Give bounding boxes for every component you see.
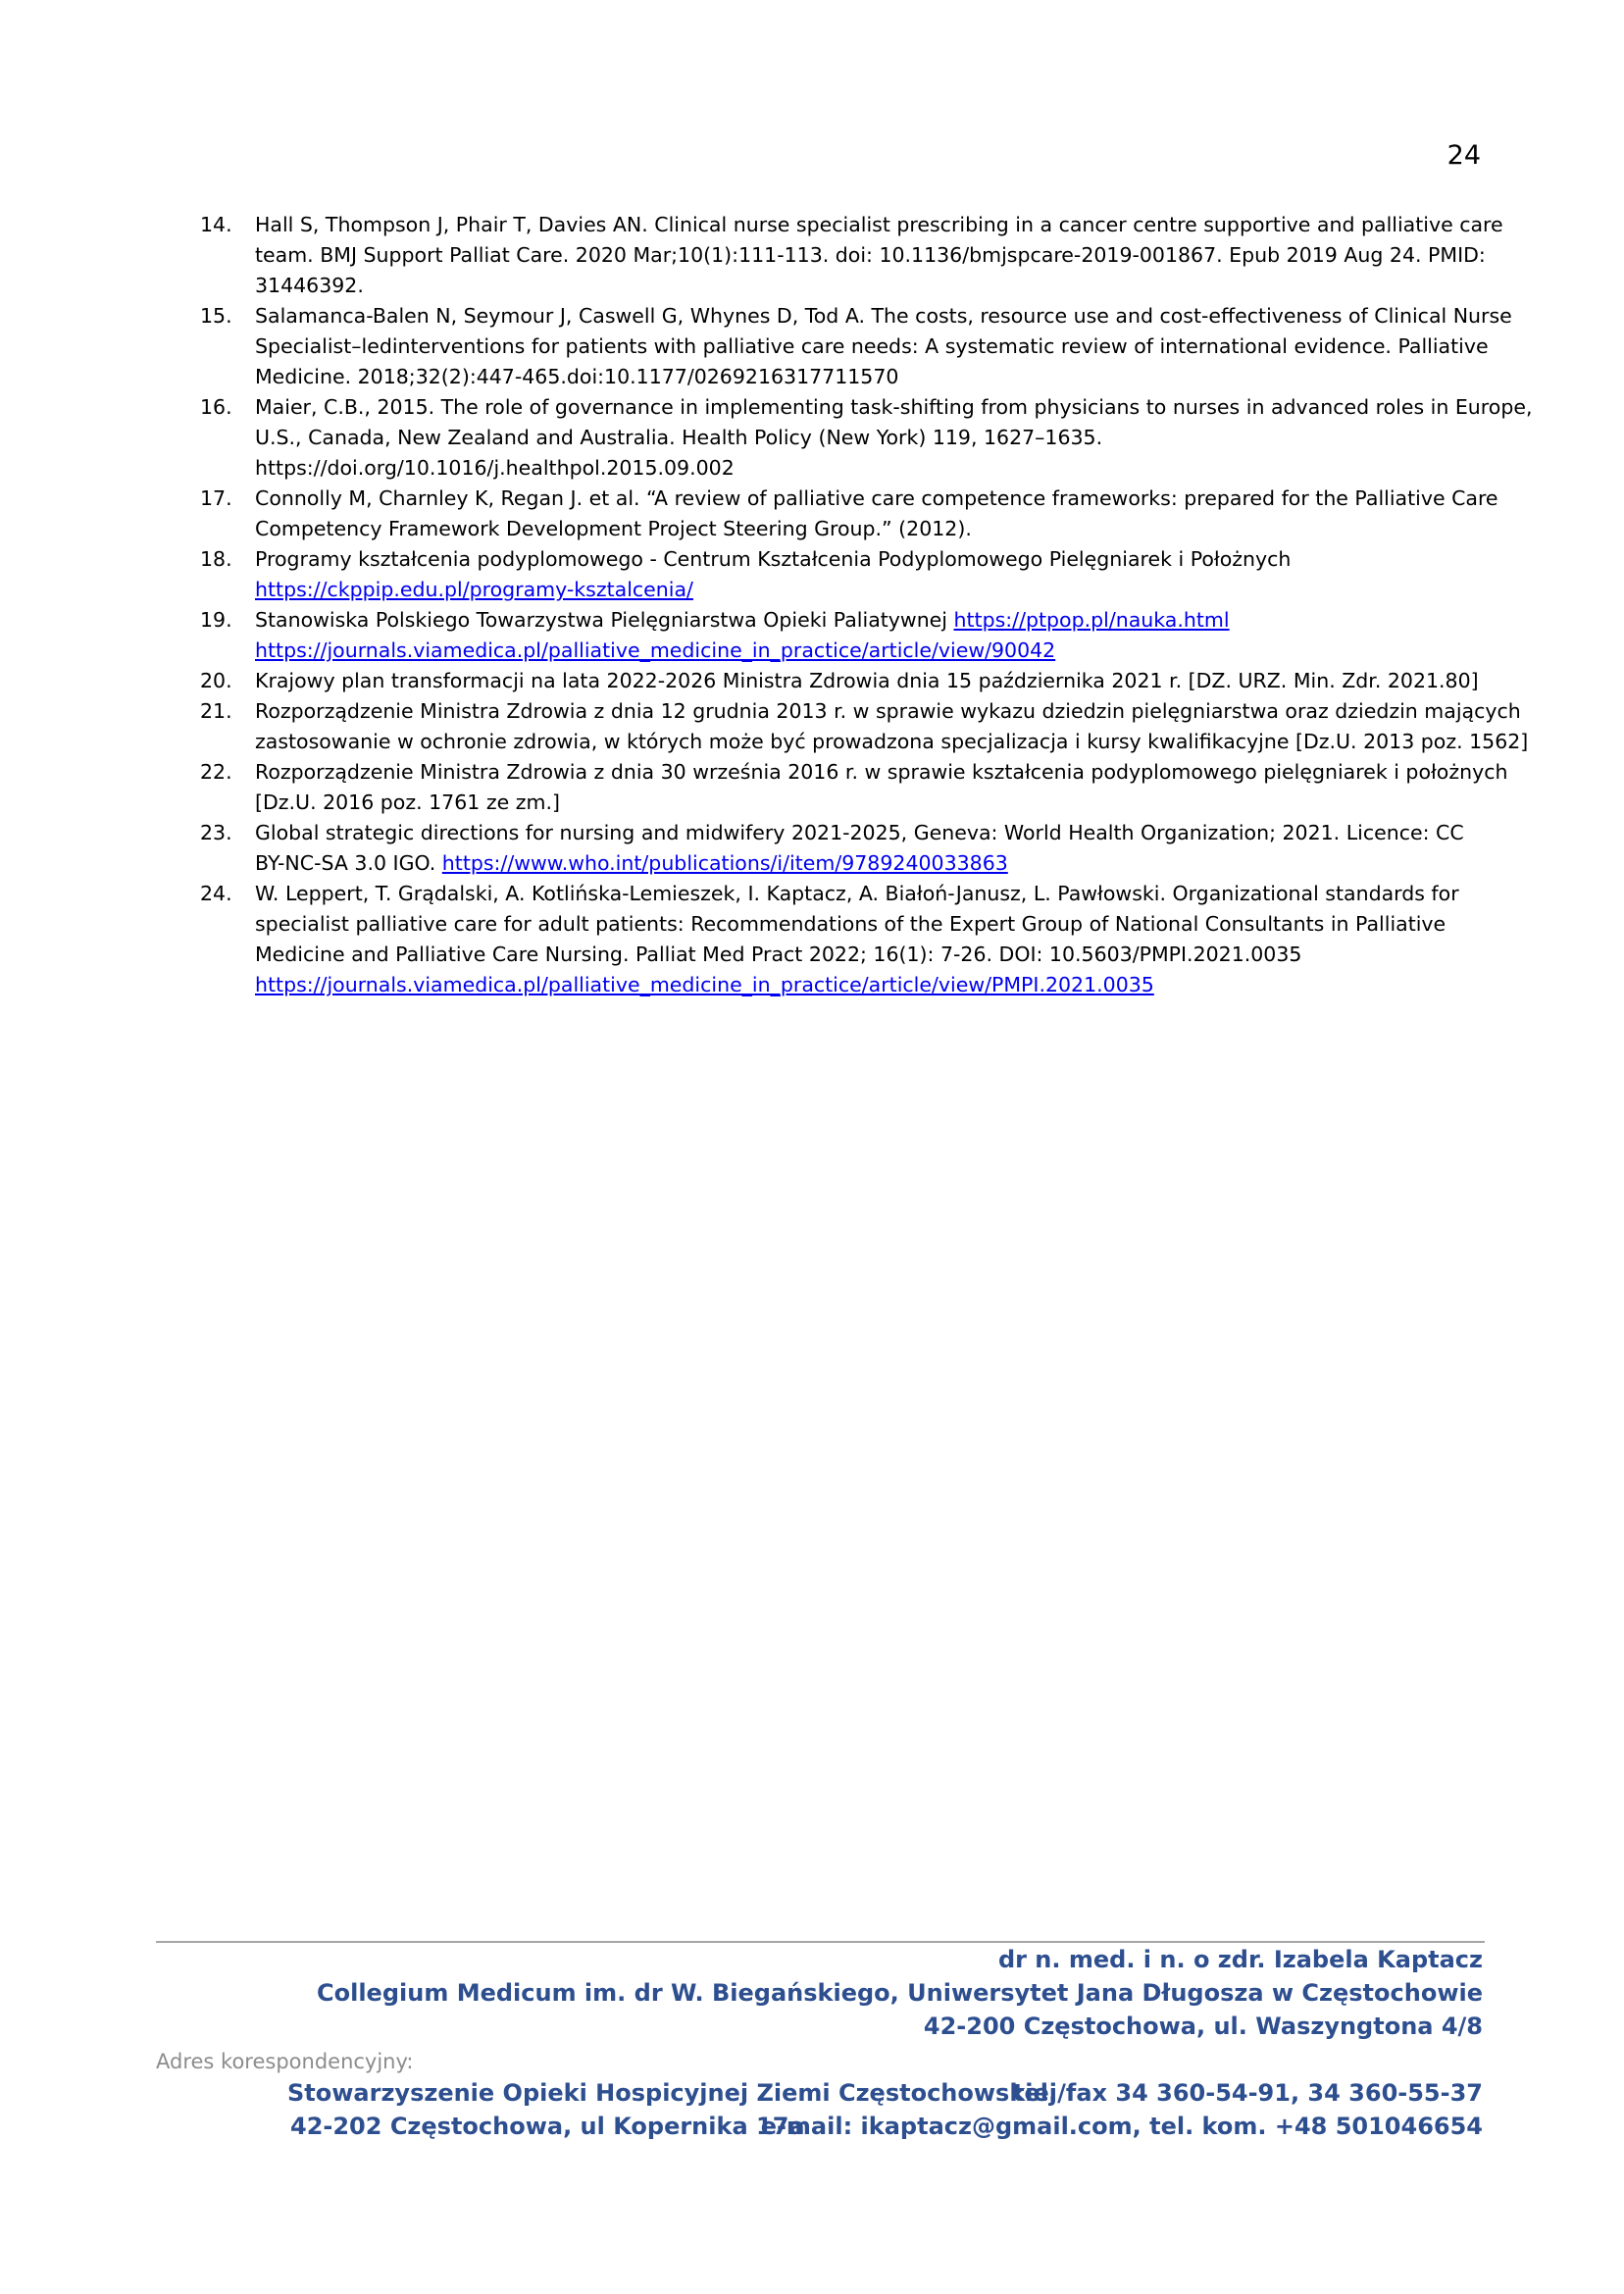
reference-line [255,879,1485,909]
reference-item [200,210,1503,301]
footer-divider [156,1941,1485,1943]
reference-item [200,818,1485,879]
reference-line [255,453,1485,484]
reference-text: specialist palliative care for adult patients: Recommendations of the Expert Group of National Consultants in Palliative [255,912,1446,936]
reference-line [255,301,1512,331]
reference-text: Connolly M, Charnley K, Regan J. et al. “A review of palliative care competence frameworks: prepared for the Palliative Care [255,486,1498,510]
reference-text: Salamanca-Balen N, Seymour J, Caswell G, Whynes D, Tod A. The costs, resource use and cost-effectiveness of Clinical Nurse [255,304,1512,328]
reference-link[interactable]: https://journals.viamedica.pl/palliative_medicine_in_practice/article/view/PMPI.2021.0035 [255,973,1154,996]
reference-line [255,757,1508,788]
reference-text: 31446392. [255,274,364,297]
reference-item [200,879,1485,1000]
reference-text: Maier, C.B., 2015. The role of governance in implementing task-shifting from physicians to nurses in advanced roles in Europe, [255,395,1533,419]
reference-text: Stanowiska Polskiego Towarzystwa Pielęgniarstwa Opieki Paliatywnej [255,608,954,632]
reference-text: W. Leppert, T. Grądalski, A. Kotlińska-Lemieszek, I. Kaptacz, A. Białoń-Janusz, L. Pawłowski. Organizational standards for [255,882,1459,905]
reference-number: 17. [200,486,232,510]
reference-text: team. BMJ Support Palliat Care. 2020 Mar;10(1):111-113. doi: 10.1136/bmjspcare-2019-001867. Epub 2019 Aug 24. PMID: [255,243,1486,267]
reference-line [255,696,1521,727]
reference-item [200,696,1529,757]
reference-text: [Dz.U. 2016 poz. 1761 ze zm.] [255,790,560,814]
reference-text: Rozporządzenie Ministra Zdrowia z dnia 30 września 2016 r. w sprawie kształcenia podyplomowego pielęgniarek i położnych [255,760,1508,784]
footer-email: e-mail: ikaptacz@gmail.com, tel. kom. +48 501046654 [760,2113,1483,2140]
reference-item [200,392,1533,484]
reference-line [255,392,1533,423]
reference-text: Krajowy plan transformacji na lata 2022-2026 Ministra Zdrowia dnia 15 października 2021 r. [DZ. URZ. Min. Zdr. 2021.80] [255,669,1479,692]
reference-text: U.S., Canada, New Zealand and Australia. Health Policy (New York) 119, 1627–1635. [255,426,1103,449]
reference-line [255,848,1485,879]
reference-text: Medicine. 2018;32(2):447-465.doi:10.1177/0269216317711570 [255,365,899,388]
footer-phone: tel./fax 34 360-54-91, 34 360-55-37 [1013,2079,1483,2107]
reference-link[interactable]: https://journals.viamedica.pl/palliative_medicine_in_practice/article/view/90042 [255,638,1056,662]
footer-org-address: 42-202 Częstochowa, ul Kopernika 17a [290,2113,805,2140]
reference-text: https://doi.org/10.1016/j.healthpol.2015.09.002 [255,456,735,480]
reference-line [255,575,1485,605]
reference-line [255,484,1498,514]
reference-item [200,757,1508,818]
reference-number: 18. [200,547,232,571]
reference-line [255,240,1485,271]
reference-link[interactable]: https://ptpop.pl/nauka.html [953,608,1230,632]
reference-number: 15. [200,304,232,328]
reference-item [200,484,1498,544]
reference-line [255,423,1485,453]
reference-line [255,331,1489,362]
reference-link[interactable]: https://www.who.int/publications/i/item/9789240033863 [441,851,1008,875]
reference-line [255,818,1485,848]
reference-line [255,210,1503,240]
reference-item [200,301,1512,392]
reference-number: 19. [200,608,232,632]
reference-line [255,636,1485,666]
reference-line [255,544,1485,575]
footer-organization: Stowarzyszenie Opieki Hospicyjnej Ziemi Częstochowskiej [287,2079,1058,2107]
reference-number: 24. [200,882,232,905]
reference-item [200,666,1485,696]
reference-text: Hall S, Thompson J, Phair T, Davies AN. Clinical nurse specialist prescribing in a cancer centre supportive and palliative care [255,213,1503,236]
reference-line [255,271,1485,301]
reference-text: Global strategic directions for nursing and midwifery 2021-2025, Geneva: World Health Organization; 2021. Licence: CC [255,821,1464,844]
reference-number: 22. [200,760,232,784]
reference-line [255,514,1485,544]
reference-line [255,970,1485,1000]
reference-number: 16. [200,395,232,419]
reference-text: Medicine and Palliative Care Nursing. Palliat Med Pract 2022; 16(1): 7-26. DOI: 10.5603/PMPI.2021.0035 [255,943,1302,966]
reference-line [255,940,1485,970]
reference-item [200,544,1485,605]
page-number: 24 [1446,140,1481,171]
reference-number: 23. [200,821,232,844]
reference-line [255,605,1485,636]
reference-number: 20. [200,669,232,692]
reference-text: Competency Framework Development Project Steering Group.” (2012). [255,517,972,540]
footer-institution: Collegium Medicum im. dr W. Biegańskiego, Uniwersytet Jana Długosza w Częstochowie [317,1979,1483,2007]
correspondence-label: Adres korespondencyjny: [156,2050,414,2073]
reference-text: Programy kształcenia podyplomowego - Centrum Kształcenia Podyplomowego Pielęgniarek i Położnych [255,547,1292,571]
reference-number: 21. [200,699,232,723]
reference-text: Specialist–ledinterventions for patients with palliative care needs: A systematic review of international evidence. Palliative [255,334,1489,358]
reference-item [200,605,1485,666]
reference-text: BY-NC-SA 3.0 IGO. [255,851,442,875]
footer-address: 42-200 Częstochowa, ul. Waszyngtona 4/8 [923,2013,1483,2040]
reference-line [255,666,1485,696]
reference-line [255,909,1485,940]
reference-text: zastosowanie w ochronie zdrowia, w których może być prowadzona specjalizacja i kursy kwalifikacyjne [Dz.U. 2013 poz. 1562] [255,730,1529,753]
reference-list [200,210,1533,1000]
reference-line [255,727,1529,757]
reference-text: Rozporządzenie Ministra Zdrowia z dnia 12 grudnia 2013 r. w sprawie wykazu dziedzin pielęgniarstwa oraz dziedzin mających [255,699,1521,723]
reference-line [255,788,1485,818]
reference-line [255,362,1485,392]
reference-number: 14. [200,213,232,236]
footer-author: dr n. med. i n. o zdr. Izabela Kaptacz [997,1946,1483,1973]
reference-link[interactable]: https://ckppip.edu.pl/programy-ksztalcenia/ [255,578,693,601]
